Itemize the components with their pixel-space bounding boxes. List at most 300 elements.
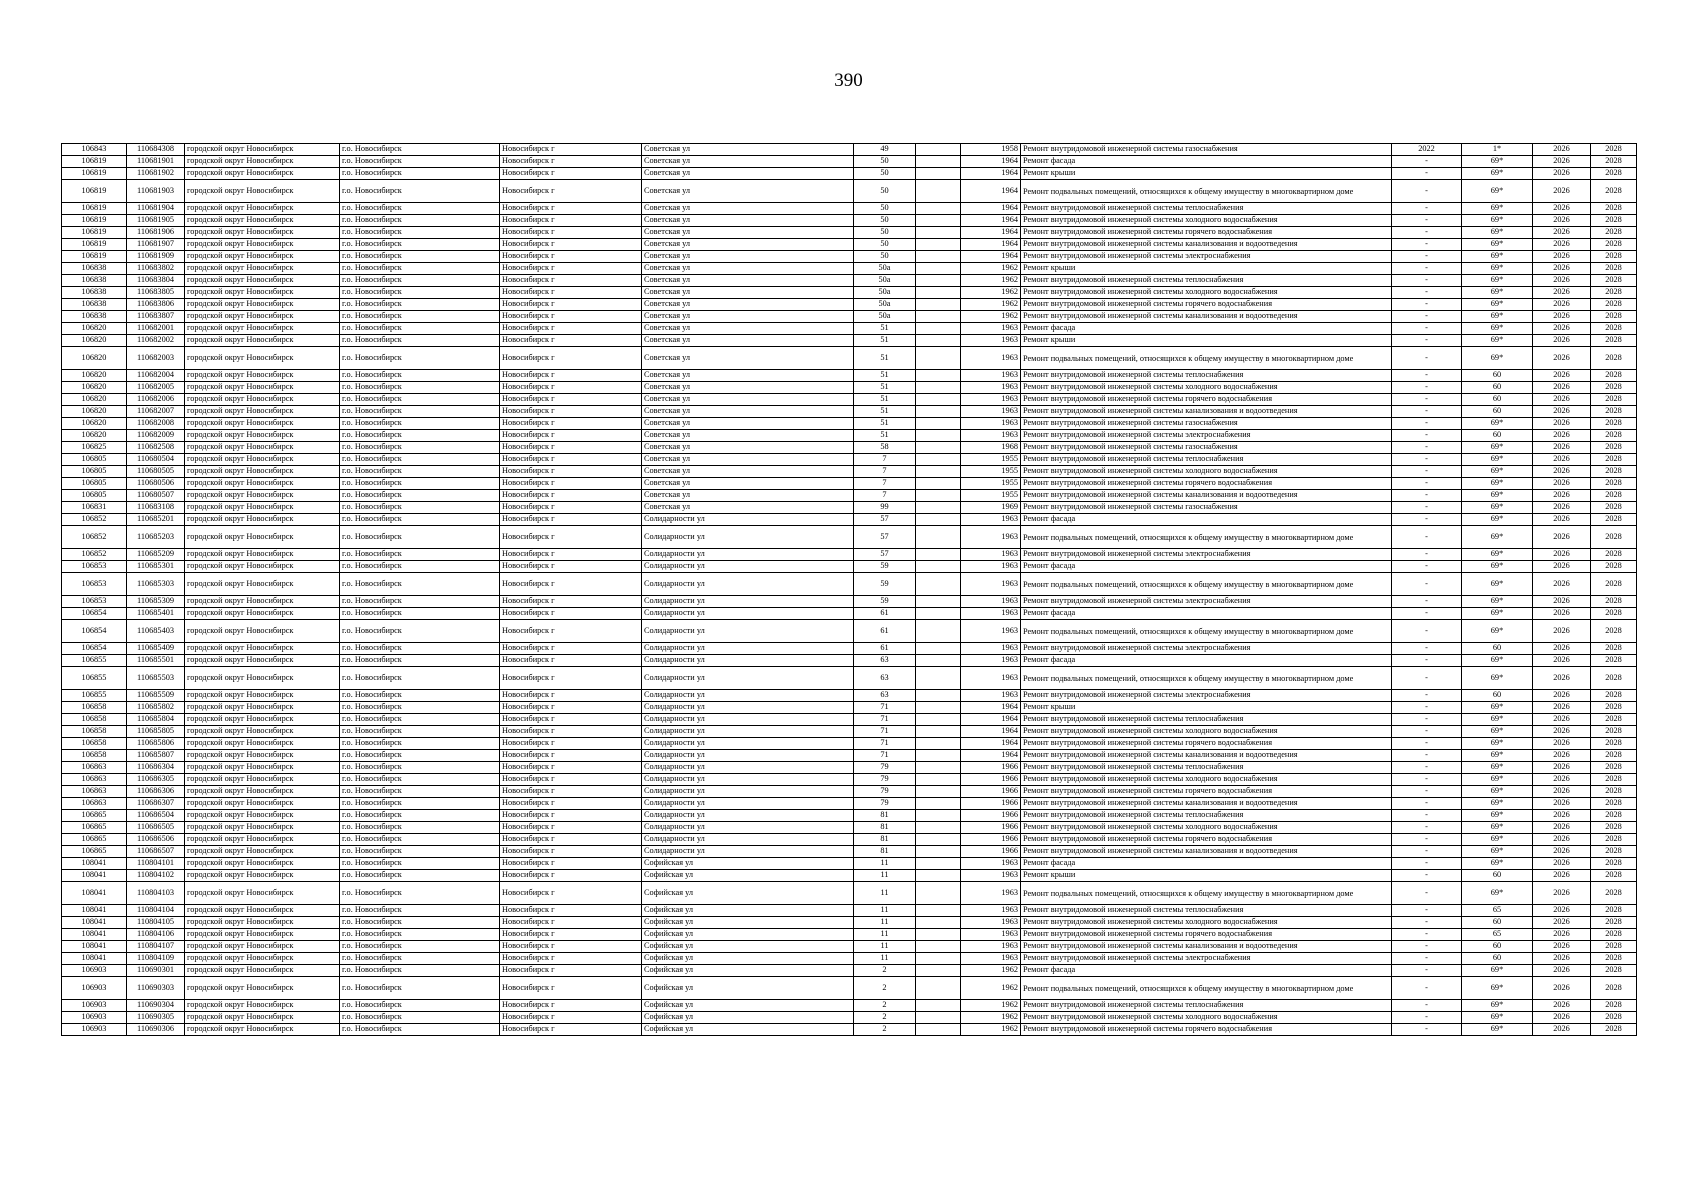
house-number-cell: 59 xyxy=(854,561,916,573)
city-cell: Новосибирск г xyxy=(500,643,642,655)
street-cell: Солидарности ул xyxy=(642,702,854,714)
table-row xyxy=(62,917,1637,929)
table-row xyxy=(62,929,1637,941)
work-type-cell: Ремонт фасада xyxy=(1021,655,1392,667)
start-year-cell: 2026 xyxy=(1533,168,1591,180)
settlement-cell: г.о. Новосибирск xyxy=(340,953,500,965)
street-cell: Софийская ул xyxy=(642,1000,854,1012)
house-number-cell: 81 xyxy=(854,810,916,822)
work-type-cell: Ремонт внутридомовой инженерной системы электроснабжения xyxy=(1021,596,1392,608)
work-id-cell: 110683804 xyxy=(127,275,185,287)
work-id-cell: 110683108 xyxy=(127,502,185,514)
street-cell: Солидарности ул xyxy=(642,762,854,774)
house-number-cell: 2 xyxy=(854,1024,916,1036)
municipality-cell: городской округ Новосибирск xyxy=(185,347,340,370)
end-year-cell: 2028 xyxy=(1591,203,1637,215)
work-id-cell: 110682005 xyxy=(127,382,185,394)
settlement-cell: г.о. Новосибирск xyxy=(340,655,500,667)
city-cell: Новосибирск г xyxy=(500,977,642,1000)
table-row xyxy=(62,490,1637,502)
work-id-cell: 110685301 xyxy=(127,561,185,573)
city-cell: Новосибирск г xyxy=(500,690,642,702)
last-repair-year-cell: - xyxy=(1392,690,1462,702)
street-cell: Советская ул xyxy=(642,144,854,156)
last-repair-year-cell: - xyxy=(1392,287,1462,299)
settlement-cell: г.о. Новосибирск xyxy=(340,394,500,406)
house-id-cell: 106858 xyxy=(62,750,127,762)
start-year-cell: 2026 xyxy=(1533,643,1591,655)
house-number-cell: 50а xyxy=(854,275,916,287)
work-id-cell: 110686504 xyxy=(127,810,185,822)
wear-cell: 69* xyxy=(1462,239,1533,251)
last-repair-year-cell: - xyxy=(1392,917,1462,929)
municipality-cell: городской округ Новосибирск xyxy=(185,977,340,1000)
municipality-cell: городской округ Новосибирск xyxy=(185,917,340,929)
end-year-cell: 2028 xyxy=(1591,905,1637,917)
table-row xyxy=(62,573,1637,596)
work-id-cell: 110682004 xyxy=(127,370,185,382)
last-repair-year-cell: - xyxy=(1392,526,1462,549)
start-year-cell: 2026 xyxy=(1533,180,1591,203)
municipality-cell: городской округ Новосибирск xyxy=(185,502,340,514)
start-year-cell: 2026 xyxy=(1533,750,1591,762)
house-id-cell: 106838 xyxy=(62,263,127,275)
work-type-cell: Ремонт внутридомовой инженерной системы теплоснабжения xyxy=(1021,1000,1392,1012)
city-cell: Новосибирск г xyxy=(500,490,642,502)
house-number-cell: 71 xyxy=(854,726,916,738)
building-cell xyxy=(916,810,961,822)
work-id-cell: 110683807 xyxy=(127,311,185,323)
end-year-cell: 2028 xyxy=(1591,382,1637,394)
end-year-cell: 2028 xyxy=(1591,144,1637,156)
house-id-cell: 106858 xyxy=(62,702,127,714)
house-id-cell: 106819 xyxy=(62,168,127,180)
year-built-cell: 1963 xyxy=(961,941,1021,953)
table-row xyxy=(62,620,1637,643)
municipality-cell: городской округ Новосибирск xyxy=(185,287,340,299)
repair-register-table xyxy=(61,143,1637,1036)
last-repair-year-cell: - xyxy=(1392,215,1462,227)
settlement-cell: г.о. Новосибирск xyxy=(340,370,500,382)
work-type-cell: Ремонт внутридомовой инженерной системы теплоснабжения xyxy=(1021,275,1392,287)
city-cell: Новосибирск г xyxy=(500,442,642,454)
end-year-cell: 2028 xyxy=(1591,215,1637,227)
work-id-cell: 110685303 xyxy=(127,573,185,596)
settlement-cell: г.о. Новосибирск xyxy=(340,667,500,690)
settlement-cell: г.о. Новосибирск xyxy=(340,561,500,573)
wear-cell: 69* xyxy=(1462,215,1533,227)
settlement-cell: г.о. Новосибирск xyxy=(340,870,500,882)
year-built-cell: 1964 xyxy=(961,239,1021,251)
house-id-cell: 106820 xyxy=(62,323,127,335)
house-id-cell: 106853 xyxy=(62,573,127,596)
building-cell xyxy=(916,454,961,466)
last-repair-year-cell: - xyxy=(1392,608,1462,620)
year-built-cell: 1963 xyxy=(961,549,1021,561)
work-type-cell: Ремонт внутридомовой инженерной системы канализования и водоотведения xyxy=(1021,239,1392,251)
settlement-cell: г.о. Новосибирск xyxy=(340,514,500,526)
end-year-cell: 2028 xyxy=(1591,1012,1637,1024)
building-cell xyxy=(916,168,961,180)
house-number-cell: 79 xyxy=(854,774,916,786)
end-year-cell: 2028 xyxy=(1591,834,1637,846)
work-id-cell: 110681906 xyxy=(127,227,185,239)
building-cell xyxy=(916,786,961,798)
end-year-cell: 2028 xyxy=(1591,846,1637,858)
work-type-cell: Ремонт внутридомовой инженерной системы теплоснабжения xyxy=(1021,454,1392,466)
settlement-cell: г.о. Новосибирск xyxy=(340,810,500,822)
municipality-cell: городской округ Новосибирск xyxy=(185,882,340,905)
house-id-cell: 106863 xyxy=(62,774,127,786)
building-cell xyxy=(916,643,961,655)
city-cell: Новосибирск г xyxy=(500,870,642,882)
house-id-cell: 106853 xyxy=(62,561,127,573)
settlement-cell: г.о. Новосибирск xyxy=(340,275,500,287)
year-built-cell: 1964 xyxy=(961,738,1021,750)
end-year-cell: 2028 xyxy=(1591,418,1637,430)
house-id-cell: 106858 xyxy=(62,714,127,726)
house-number-cell: 59 xyxy=(854,596,916,608)
city-cell: Новосибирск г xyxy=(500,596,642,608)
house-id-cell: 106820 xyxy=(62,335,127,347)
last-repair-year-cell: - xyxy=(1392,394,1462,406)
street-cell: Советская ул xyxy=(642,370,854,382)
year-built-cell: 1963 xyxy=(961,335,1021,347)
start-year-cell: 2026 xyxy=(1533,953,1591,965)
work-id-cell: 110682009 xyxy=(127,430,185,442)
house-id-cell: 106819 xyxy=(62,227,127,239)
building-cell xyxy=(916,953,961,965)
settlement-cell: г.о. Новосибирск xyxy=(340,430,500,442)
wear-cell: 69* xyxy=(1462,203,1533,215)
year-built-cell: 1963 xyxy=(961,406,1021,418)
house-id-cell: 106805 xyxy=(62,478,127,490)
table-row xyxy=(62,667,1637,690)
street-cell: Советская ул xyxy=(642,275,854,287)
building-cell xyxy=(916,870,961,882)
house-number-cell: 50 xyxy=(854,251,916,263)
house-id-cell: 106805 xyxy=(62,454,127,466)
last-repair-year-cell: - xyxy=(1392,180,1462,203)
year-built-cell: 1964 xyxy=(961,168,1021,180)
end-year-cell: 2028 xyxy=(1591,430,1637,442)
year-built-cell: 1964 xyxy=(961,203,1021,215)
end-year-cell: 2028 xyxy=(1591,239,1637,251)
start-year-cell: 2026 xyxy=(1533,882,1591,905)
municipality-cell: городской округ Новосибирск xyxy=(185,227,340,239)
house-number-cell: 99 xyxy=(854,502,916,514)
municipality-cell: городской округ Новосибирск xyxy=(185,430,340,442)
city-cell: Новосибирск г xyxy=(500,275,642,287)
city-cell: Новосибирск г xyxy=(500,655,642,667)
municipality-cell: городской округ Новосибирск xyxy=(185,514,340,526)
end-year-cell: 2028 xyxy=(1591,690,1637,702)
work-id-cell: 110804103 xyxy=(127,882,185,905)
municipality-cell: городской округ Новосибирск xyxy=(185,561,340,573)
work-id-cell: 110681907 xyxy=(127,239,185,251)
last-repair-year-cell: - xyxy=(1392,643,1462,655)
settlement-cell: г.о. Новосибирск xyxy=(340,573,500,596)
building-cell xyxy=(916,180,961,203)
wear-cell: 69* xyxy=(1462,335,1533,347)
house-number-cell: 61 xyxy=(854,643,916,655)
building-cell xyxy=(916,1000,961,1012)
wear-cell: 69* xyxy=(1462,714,1533,726)
work-id-cell: 110685209 xyxy=(127,549,185,561)
house-id-cell: 106820 xyxy=(62,406,127,418)
city-cell: Новосибирск г xyxy=(500,168,642,180)
last-repair-year-cell: - xyxy=(1392,203,1462,215)
house-id-cell: 106819 xyxy=(62,215,127,227)
wear-cell: 69* xyxy=(1462,1012,1533,1024)
last-repair-year-cell: - xyxy=(1392,311,1462,323)
wear-cell: 69* xyxy=(1462,1024,1533,1036)
house-number-cell: 51 xyxy=(854,335,916,347)
settlement-cell: г.о. Новосибирск xyxy=(340,941,500,953)
work-type-cell: Ремонт подвальных помещений, относящихся к общему имуществу в многоквартирном доме xyxy=(1021,347,1392,370)
settlement-cell: г.о. Новосибирск xyxy=(340,834,500,846)
city-cell: Новосибирск г xyxy=(500,227,642,239)
municipality-cell: городской округ Новосибирск xyxy=(185,335,340,347)
wear-cell: 69* xyxy=(1462,774,1533,786)
start-year-cell: 2026 xyxy=(1533,490,1591,502)
table-row xyxy=(62,977,1637,1000)
work-type-cell: Ремонт подвальных помещений, относящихся к общему имуществу в многоквартирном доме xyxy=(1021,977,1392,1000)
table-row xyxy=(62,750,1637,762)
house-id-cell: 106820 xyxy=(62,394,127,406)
house-number-cell: 11 xyxy=(854,941,916,953)
street-cell: Советская ул xyxy=(642,215,854,227)
city-cell: Новосибирск г xyxy=(500,370,642,382)
table-row xyxy=(62,1024,1637,1036)
year-built-cell: 1962 xyxy=(961,311,1021,323)
building-cell xyxy=(916,156,961,168)
house-id-cell: 106865 xyxy=(62,822,127,834)
building-cell xyxy=(916,573,961,596)
end-year-cell: 2028 xyxy=(1591,347,1637,370)
table-row xyxy=(62,263,1637,275)
building-cell xyxy=(916,1012,961,1024)
wear-cell: 60 xyxy=(1462,643,1533,655)
work-id-cell: 110685802 xyxy=(127,702,185,714)
start-year-cell: 2026 xyxy=(1533,514,1591,526)
wear-cell: 69* xyxy=(1462,667,1533,690)
work-id-cell: 110686304 xyxy=(127,762,185,774)
table-row xyxy=(62,882,1637,905)
street-cell: Советская ул xyxy=(642,168,854,180)
end-year-cell: 2028 xyxy=(1591,323,1637,335)
end-year-cell: 2028 xyxy=(1591,490,1637,502)
municipality-cell: городской округ Новосибирск xyxy=(185,941,340,953)
last-repair-year-cell: - xyxy=(1392,667,1462,690)
building-cell xyxy=(916,275,961,287)
house-id-cell: 106819 xyxy=(62,156,127,168)
settlement-cell: г.о. Новосибирск xyxy=(340,466,500,478)
work-type-cell: Ремонт фасада xyxy=(1021,858,1392,870)
wear-cell: 1* xyxy=(1462,144,1533,156)
work-id-cell: 110681909 xyxy=(127,251,185,263)
city-cell: Новосибирск г xyxy=(500,406,642,418)
work-type-cell: Ремонт внутридомовой инженерной системы электроснабжения xyxy=(1021,690,1392,702)
wear-cell: 69* xyxy=(1462,858,1533,870)
street-cell: Советская ул xyxy=(642,478,854,490)
end-year-cell: 2028 xyxy=(1591,917,1637,929)
house-id-cell: 108041 xyxy=(62,941,127,953)
work-type-cell: Ремонт внутридомовой инженерной системы канализования и водоотведения xyxy=(1021,406,1392,418)
end-year-cell: 2028 xyxy=(1591,299,1637,311)
work-type-cell: Ремонт крыши xyxy=(1021,702,1392,714)
work-id-cell: 110680506 xyxy=(127,478,185,490)
building-cell xyxy=(916,1024,961,1036)
start-year-cell: 2026 xyxy=(1533,478,1591,490)
house-number-cell: 49 xyxy=(854,144,916,156)
municipality-cell: городской округ Новосибирск xyxy=(185,180,340,203)
work-type-cell: Ремонт внутридомовой инженерной системы газоснабжения xyxy=(1021,418,1392,430)
last-repair-year-cell: - xyxy=(1392,418,1462,430)
start-year-cell: 2026 xyxy=(1533,382,1591,394)
house-number-cell: 51 xyxy=(854,406,916,418)
house-number-cell: 7 xyxy=(854,490,916,502)
work-id-cell: 110683802 xyxy=(127,263,185,275)
city-cell: Новосибирск г xyxy=(500,953,642,965)
last-repair-year-cell: - xyxy=(1392,478,1462,490)
end-year-cell: 2028 xyxy=(1591,180,1637,203)
end-year-cell: 2028 xyxy=(1591,549,1637,561)
building-cell xyxy=(916,347,961,370)
start-year-cell: 2026 xyxy=(1533,965,1591,977)
house-number-cell: 79 xyxy=(854,762,916,774)
street-cell: Софийская ул xyxy=(642,917,854,929)
building-cell xyxy=(916,263,961,275)
house-number-cell: 11 xyxy=(854,858,916,870)
start-year-cell: 2026 xyxy=(1533,418,1591,430)
city-cell: Новосибирск г xyxy=(500,714,642,726)
settlement-cell: г.о. Новосибирск xyxy=(340,335,500,347)
year-built-cell: 1963 xyxy=(961,394,1021,406)
municipality-cell: городской округ Новосибирск xyxy=(185,299,340,311)
wear-cell: 69* xyxy=(1462,965,1533,977)
street-cell: Солидарности ул xyxy=(642,798,854,810)
building-cell xyxy=(916,549,961,561)
building-cell xyxy=(916,430,961,442)
end-year-cell: 2028 xyxy=(1591,786,1637,798)
work-id-cell: 110683806 xyxy=(127,299,185,311)
year-built-cell: 1963 xyxy=(961,608,1021,620)
wear-cell: 69* xyxy=(1462,810,1533,822)
start-year-cell: 2026 xyxy=(1533,667,1591,690)
building-cell xyxy=(916,834,961,846)
house-number-cell: 50 xyxy=(854,203,916,215)
start-year-cell: 2026 xyxy=(1533,394,1591,406)
wear-cell: 69* xyxy=(1462,418,1533,430)
last-repair-year-cell: - xyxy=(1392,466,1462,478)
table-row xyxy=(62,810,1637,822)
street-cell: Софийская ул xyxy=(642,965,854,977)
municipality-cell: городской округ Новосибирск xyxy=(185,490,340,502)
street-cell: Советская ул xyxy=(642,239,854,251)
work-type-cell: Ремонт внутридомовой инженерной системы электроснабжения xyxy=(1021,953,1392,965)
building-cell xyxy=(916,299,961,311)
street-cell: Советская ул xyxy=(642,287,854,299)
table-row xyxy=(62,180,1637,203)
work-id-cell: 110685309 xyxy=(127,596,185,608)
last-repair-year-cell: - xyxy=(1392,323,1462,335)
house-number-cell: 50 xyxy=(854,156,916,168)
start-year-cell: 2026 xyxy=(1533,215,1591,227)
city-cell: Новосибирск г xyxy=(500,573,642,596)
building-cell xyxy=(916,929,961,941)
house-number-cell: 71 xyxy=(854,738,916,750)
house-id-cell: 106838 xyxy=(62,311,127,323)
work-id-cell: 110685201 xyxy=(127,514,185,526)
municipality-cell: городской округ Новосибирск xyxy=(185,667,340,690)
municipality-cell: городской округ Новосибирск xyxy=(185,573,340,596)
municipality-cell: городской округ Новосибирск xyxy=(185,311,340,323)
settlement-cell: г.о. Новосибирск xyxy=(340,406,500,418)
year-built-cell: 1964 xyxy=(961,251,1021,263)
municipality-cell: городской округ Новосибирск xyxy=(185,263,340,275)
settlement-cell: г.о. Новосибирск xyxy=(340,690,500,702)
work-id-cell: 110681903 xyxy=(127,180,185,203)
work-type-cell: Ремонт фасада xyxy=(1021,156,1392,168)
start-year-cell: 2026 xyxy=(1533,573,1591,596)
year-built-cell: 1963 xyxy=(961,870,1021,882)
end-year-cell: 2028 xyxy=(1591,798,1637,810)
building-cell xyxy=(916,144,961,156)
last-repair-year-cell: - xyxy=(1392,834,1462,846)
year-built-cell: 1963 xyxy=(961,347,1021,370)
building-cell xyxy=(916,822,961,834)
street-cell: Солидарности ул xyxy=(642,726,854,738)
work-type-cell: Ремонт внутридомовой инженерной системы электроснабжения xyxy=(1021,430,1392,442)
last-repair-year-cell: - xyxy=(1392,490,1462,502)
last-repair-year-cell: - xyxy=(1392,263,1462,275)
end-year-cell: 2028 xyxy=(1591,596,1637,608)
year-built-cell: 1963 xyxy=(961,905,1021,917)
table-row xyxy=(62,287,1637,299)
last-repair-year-cell: - xyxy=(1392,655,1462,667)
wear-cell: 69* xyxy=(1462,702,1533,714)
work-id-cell: 110804104 xyxy=(127,905,185,917)
house-id-cell: 106858 xyxy=(62,726,127,738)
start-year-cell: 2026 xyxy=(1533,738,1591,750)
table-row xyxy=(62,786,1637,798)
table-row xyxy=(62,655,1637,667)
street-cell: Солидарности ул xyxy=(642,526,854,549)
work-id-cell: 110804106 xyxy=(127,929,185,941)
street-cell: Советская ул xyxy=(642,251,854,263)
house-number-cell: 50а xyxy=(854,299,916,311)
table-row xyxy=(62,762,1637,774)
municipality-cell: городской округ Новосибирск xyxy=(185,168,340,180)
street-cell: Солидарности ул xyxy=(642,714,854,726)
table-row xyxy=(62,608,1637,620)
house-number-cell: 11 xyxy=(854,870,916,882)
year-built-cell: 1963 xyxy=(961,526,1021,549)
building-cell xyxy=(916,620,961,643)
table-row xyxy=(62,643,1637,655)
last-repair-year-cell: - xyxy=(1392,810,1462,822)
house-id-cell: 108041 xyxy=(62,917,127,929)
start-year-cell: 2026 xyxy=(1533,810,1591,822)
city-cell: Новосибирск г xyxy=(500,263,642,275)
municipality-cell: городской округ Новосибирск xyxy=(185,846,340,858)
wear-cell: 60 xyxy=(1462,394,1533,406)
building-cell xyxy=(916,882,961,905)
municipality-cell: городской округ Новосибирск xyxy=(185,870,340,882)
building-cell xyxy=(916,287,961,299)
settlement-cell: г.о. Новосибирск xyxy=(340,822,500,834)
